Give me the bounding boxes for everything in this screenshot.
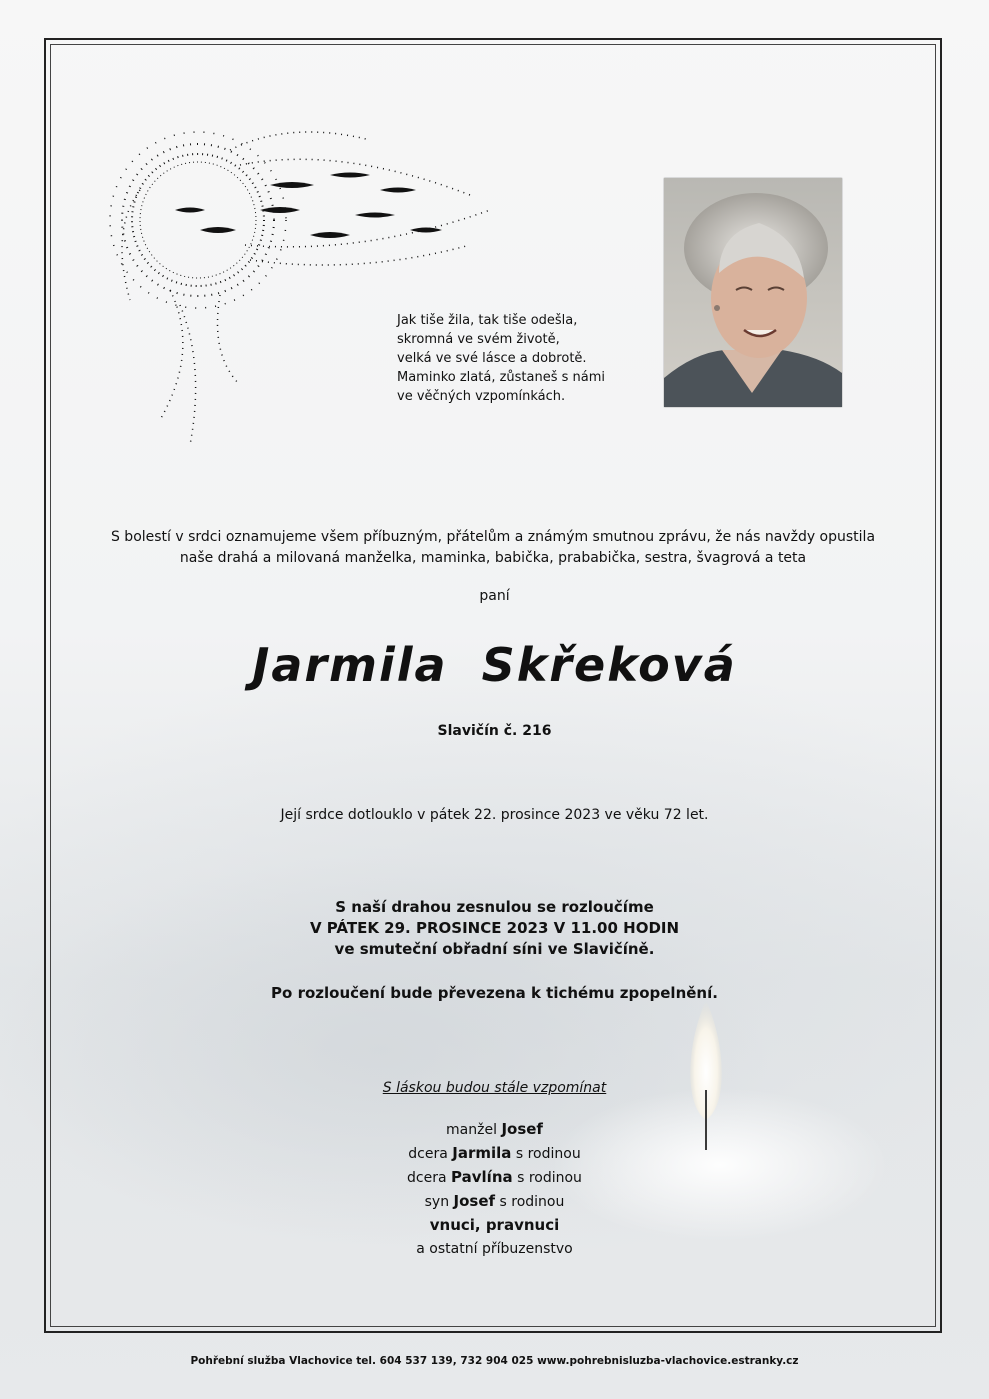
announcement xyxy=(60,527,926,569)
relation: syn xyxy=(424,1194,450,1210)
family-member xyxy=(0,1214,989,1238)
relation: dcera xyxy=(407,1170,447,1186)
poem-line: velká ve své lásce a dobrotě. xyxy=(397,351,587,366)
poem-line: skromná ve svém životě, xyxy=(397,332,560,347)
ceremony-date: V PÁTEK 29. PROSINCE 2023 V 11.00 HODIN xyxy=(309,919,680,937)
poem-line: ve věčných vzpomínkách. xyxy=(397,389,566,404)
remember-heading: S láskou budou stále vzpomínat xyxy=(382,1080,607,1096)
family-member xyxy=(0,1118,989,1142)
poem-line: Jak tiše žila, tak tiše odešla, xyxy=(397,313,578,328)
suffix: s rodinou xyxy=(517,1170,582,1186)
cremation-notice: Po rozloučení bude převezena k tichému zpopelnění. xyxy=(271,984,718,1002)
member-name: Pavlína xyxy=(451,1168,513,1186)
poem-line: Maminko zlatá, zůstaneš s námi xyxy=(397,370,606,385)
member-name: vnuci, pravnuci xyxy=(429,1216,560,1234)
family-member xyxy=(0,1190,989,1214)
suffix: s rodinou xyxy=(515,1146,581,1162)
suffix: s rodinou xyxy=(499,1194,565,1210)
family-member xyxy=(0,1238,989,1261)
funeral-service-footer: Pohřební služba Vlachovice tel. 604 537 139, 732 904 025 www.pohrebnisluzba-vlachovice.estranky.cz xyxy=(190,1355,799,1367)
memorial-poem xyxy=(397,311,627,406)
announcement-line: S bolestí v srdci oznamujeme všem příbuzným, přátelům a známým smutnou zprávu, že nás navždy opustila xyxy=(110,529,876,545)
member-name: Josef xyxy=(501,1120,543,1138)
ceremony-place: ve smuteční obřadní síni ve Slavičíně. xyxy=(334,940,655,958)
relation: a ostatní příbuzenstvo xyxy=(416,1241,573,1257)
announcement-line: naše drahá a milovaná manželka, maminka, babička, prababička, sestra, švagrová a teta xyxy=(179,550,807,566)
deceased-name: Jarmila Skřeková xyxy=(252,638,737,692)
family-list xyxy=(0,1118,989,1261)
death-notice: Její srdce dotlouklo v pátek 22. prosince 2023 ve věku 72 let. xyxy=(280,807,709,823)
ceremony-info xyxy=(0,897,989,960)
portrait-photo xyxy=(664,178,842,407)
relation: manžel xyxy=(446,1122,497,1138)
deceased-address: Slavičín č. 216 xyxy=(437,723,552,739)
family-member xyxy=(0,1142,989,1166)
family-member xyxy=(0,1166,989,1190)
ceremony-line: S naší drahou zesnulou se rozloučíme xyxy=(335,898,654,916)
member-name: Jarmila xyxy=(452,1144,512,1162)
member-name: Josef xyxy=(453,1192,496,1210)
honorific: paní xyxy=(479,588,510,604)
relation: dcera xyxy=(408,1146,448,1162)
